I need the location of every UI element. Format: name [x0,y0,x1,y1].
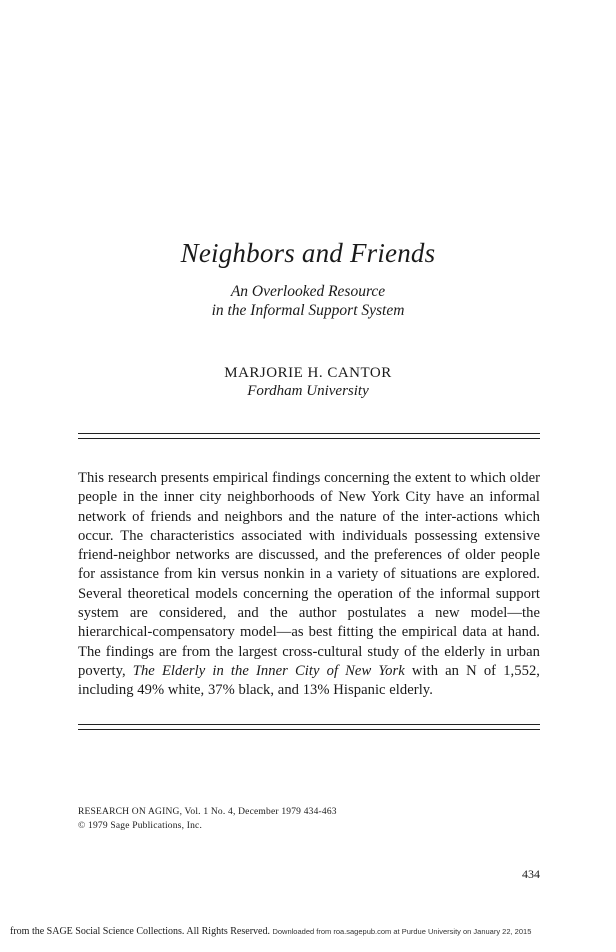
download-footer [10,926,531,937]
abstract-text-tail: with an N of 1,552, including 49% white, 37% black, and 13% Hispanic elderly. [78,662,540,699]
download-notice: Downloaded from roa.sagepub.com at Purdue University on January 22, 2015 [272,927,532,936]
bottom-divider-line-2 [78,729,540,730]
abstract-study-title: The Elderly in the Inner City of New York [132,662,405,679]
article-title: Neighbors and Friends [180,238,436,268]
top-divider-line-2 [78,438,540,439]
abstract-text-main: This research presents empirical findings concerning the extent to which older people in the inner city neighborhoods of New York City have an informal network of friends and neighbors and the nature of the inter-actions which occur. The characteristics associated with individuals possessing extensive friend-neighbor networks are discussed, and the preferences of older people for assistance from kin versus nonkin in a variety of situations are explored. Several theoretical models concerning the operation of the informal support system are considered, and the author postulates a new model—the hierarchical-compensatory model—as best fitting the empirical data at hand. The findings are from the largest cross-cultural study of the elderly in urban poverty, [78,470,540,679]
bottom-divider-line-1 [78,724,540,725]
page-number: 434 [522,867,540,881]
author-name: MARJORIE H. CANTOR [224,365,392,381]
abstract-paragraph [78,469,540,701]
copyright-notice: © 1979 Sage Publications, Inc. [78,821,203,831]
journal-citation: RESEARCH ON AGING, Vol. 1 No. 4, December 1979 434-463 [78,807,337,817]
top-divider-line-1 [78,433,540,434]
article-subtitle-line1: An Overlooked Resource [230,283,386,300]
collection-notice: from the SAGE Social Science Collections. All Rights Reserved. [10,926,270,937]
author-affiliation: Fordham University [247,383,369,399]
article-subtitle-line2: in the Informal Support System [211,302,405,319]
